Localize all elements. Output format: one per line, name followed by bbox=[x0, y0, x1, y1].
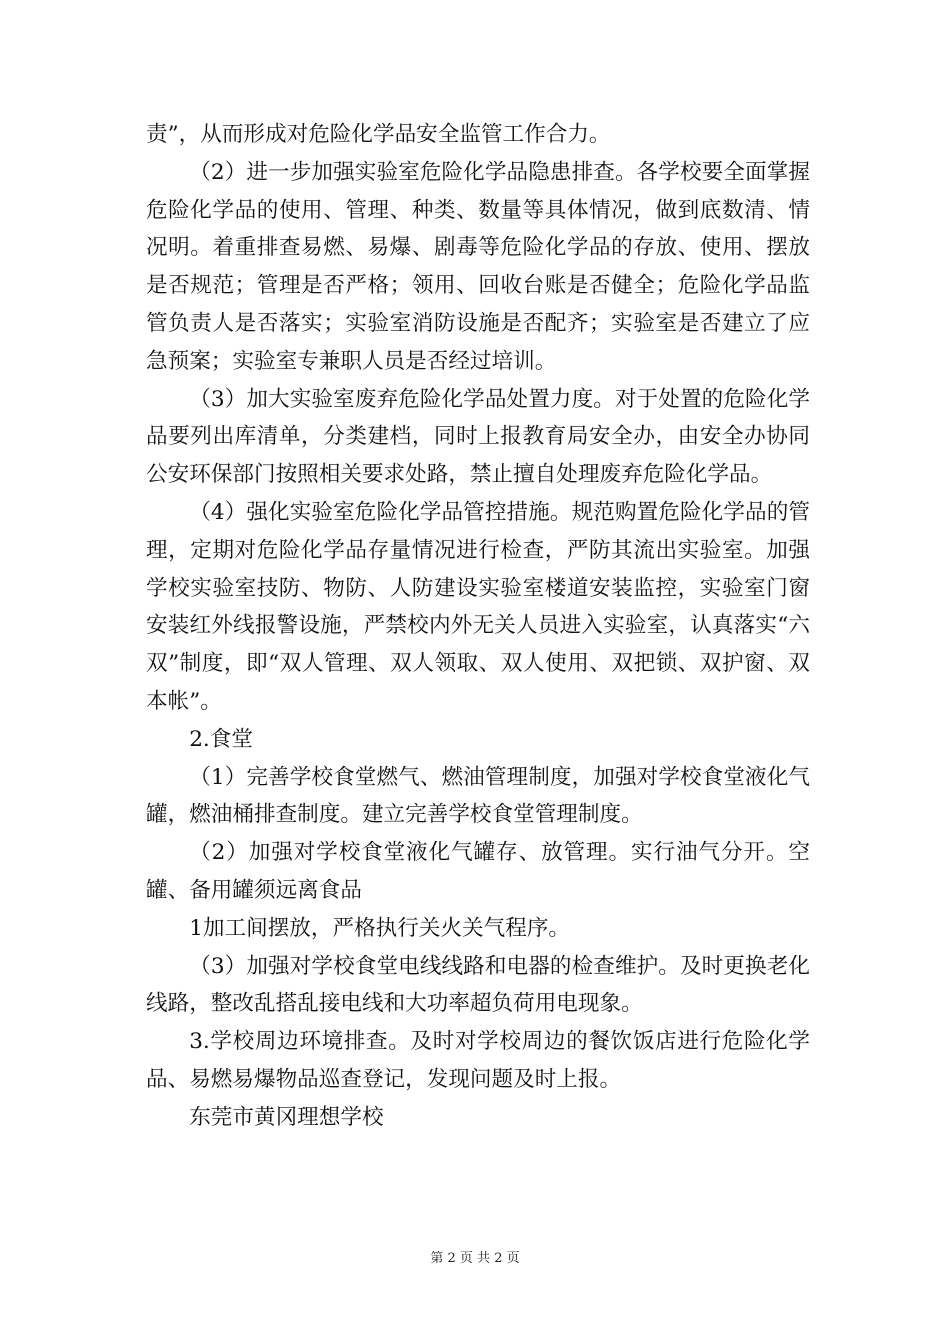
section-heading-canteen: 2.食堂 bbox=[189, 726, 253, 752]
document-body bbox=[146, 116, 810, 1137]
paragraph-item-4: （4）强化实验室危险化学品管控措施。规范购置危险化学品的管理，定期对危险化学品存量情况进行检查，严防其流出实验室。加强学校实验室技防、物防、人防建设实验室楼道安装监控，实验室门窗安装红外线报警设施，严禁校内外无关人员进入实验室，认真落实“六双”制度，即“双人管理、双人领取、双人使用、双把锁、双护窗、双本帐”。 bbox=[146, 499, 810, 714]
paragraph-canteen-1: （1）完善学校食堂燃气、燃油管理制度，加强对学校食堂液化气罐，燃油桶排查制度。建立完善学校食堂管理制度。 bbox=[146, 764, 810, 828]
page-number-footer bbox=[0, 1247, 950, 1266]
section-surroundings: 3.学校周边环境排查。及时对学校周边的餐饮饭店进行危险化学品、易燃易爆物品巡查登记，发现问题及时上报。 bbox=[146, 1029, 810, 1092]
school-signature: 东莞市黄冈理想学校 bbox=[189, 1104, 384, 1130]
paragraph-item-2: （2）进一步加强实验室危险化学品隐患排查。各学校要全面掌握危险化学品的使用、管理、种类、数量等具体情况，做到底数清、情况明。着重排查易燃、易爆、剧毒等危险化学品的存放、使用、摆放是否规范；管理是否严格；领用、回收台账是否健全；危险化学品监管负责人是否落实；实验室消防设施是否配齐；实验室是否建立了应急预案；实验室专兼职人员是否经过培训。 bbox=[146, 159, 810, 374]
paragraph-continuation: 责”，从而形成对危险化学品安全监管工作合力。 bbox=[146, 122, 611, 147]
paragraph-item-3: （3）加大实验室废弃危险化学品处置力度。对于处置的危险化学品要列出库清单，分类建档，同时上报教育局安全办，由安全办协同公安环保部门按照相关要求处路，禁止擅自处理废弃危险化学品。 bbox=[146, 386, 810, 488]
page-number-label: 第 2 页 共 2 页 bbox=[430, 1251, 520, 1266]
paragraph-canteen-3: （3）加强对学校食堂电线线路和电器的检查维护。及时更换老化线路，整改乱搭乱接电线和大功率超负荷用电现象。 bbox=[146, 953, 810, 1017]
paragraph-canteen-2: （2）加强对学校食堂液化气罐存、放管理。实行油气分开。空罐、备用罐须远离食品 bbox=[146, 840, 810, 903]
paragraph-canteen-2-cont: 1加工间摆放，严格执行关火关气程序。 bbox=[189, 915, 571, 941]
